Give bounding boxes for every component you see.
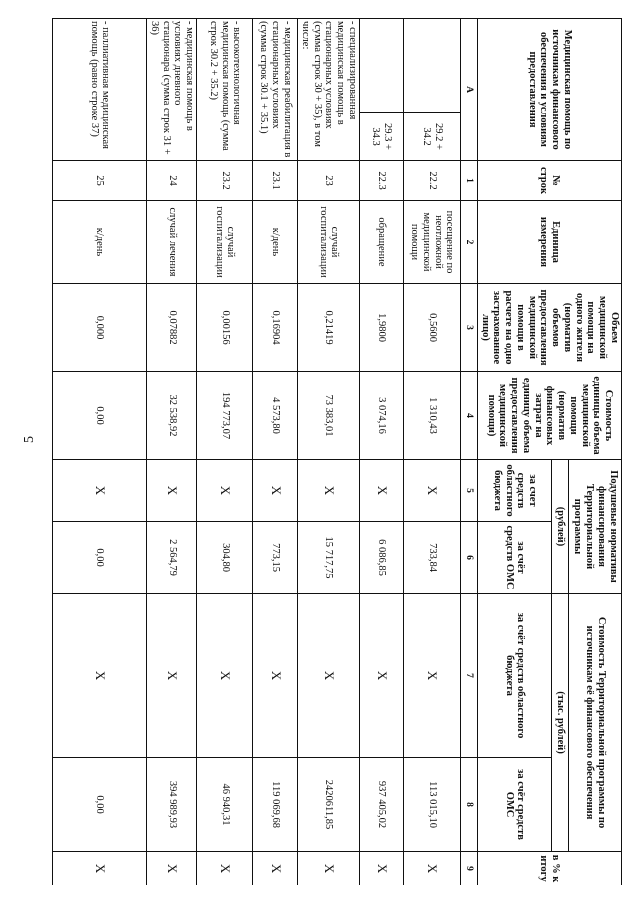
header-col-4: Стоимость единицы объема медицинской помощи (норматив финансовых затрат на единицу объема предоставления медицинской помощи) (478, 372, 622, 460)
row-unit: случай лечения (147, 201, 197, 284)
header-group-normatives: Подушевые нормативы финансирования Территориальной программы (569, 460, 622, 594)
column-index-row (461, 19, 478, 886)
row-col-5: Х (360, 460, 404, 522)
header-col-9: в % к итогу (478, 852, 622, 885)
index-cell: 6 (461, 522, 478, 594)
rotated-table-wrapper (52, 18, 622, 885)
index-cell: 9 (461, 852, 478, 885)
row-col-7: Х (360, 594, 404, 758)
table-row (298, 19, 360, 886)
row-col-8: 0,00 (53, 758, 147, 852)
page-number: 5 (22, 436, 37, 443)
row-sum-lines: 29.3 + 34.3 (360, 113, 404, 161)
row-col-5: Х (197, 460, 253, 522)
medical-care-table (52, 18, 622, 885)
index-cell: 2 (461, 201, 478, 284)
row-col-6: 15 717,75 (298, 522, 360, 594)
row-unit: случай госпитализации (298, 201, 360, 284)
row-unit: к/день (53, 201, 147, 284)
table-row (197, 19, 253, 886)
row-number: 24 (147, 161, 197, 201)
row-unit-cost: 73 383,01 (298, 372, 360, 460)
row-col-8: 119 069,68 (253, 758, 298, 852)
row-col-6: 304,80 (197, 522, 253, 594)
header-col-7: за счёт средств областного бюджета (478, 594, 552, 758)
header-group-cost: Стоимость Территориальной программы по источникам её финансового обеспечения (569, 594, 622, 852)
row-col-9: Х (253, 852, 298, 885)
row-col-5: Х (253, 460, 298, 522)
row-col-7: Х (147, 594, 197, 758)
row-col-8: 46 940,31 (197, 758, 253, 852)
row-unit-cost: 4 573,80 (253, 372, 298, 460)
row-number: 22.3 (360, 161, 404, 201)
header-col-8: за счёт средств ОМС (478, 758, 552, 852)
row-label: - специализированная медицинская помощь в стационарных условиях (сумма строк 30 + 35), в том числе: (298, 19, 360, 161)
header-col-5: за счет средств областного бюджета (478, 460, 552, 522)
index-cell: А (461, 19, 478, 161)
row-volume: 0,21419 (298, 284, 360, 372)
table-row (147, 19, 197, 886)
header-normatives-units: (рублей) (552, 460, 569, 594)
row-col-9: Х (197, 852, 253, 885)
table-row (253, 19, 298, 886)
row-col-7: Х (197, 594, 253, 758)
row-col-8: 113 015,10 (404, 758, 461, 852)
row-col-9: Х (404, 852, 461, 885)
row-col-9: Х (298, 852, 360, 885)
row-unit: случай госпитализации (197, 201, 253, 284)
row-col-7: Х (53, 594, 147, 758)
row-col-6: 2 564,79 (147, 522, 197, 594)
row-col-6: 733,84 (404, 522, 461, 594)
document-sheet (52, 18, 622, 885)
header-col-a: Медицинская помощь по источникам финансового обеспечения и условиям предоставления (478, 19, 622, 161)
row-label (404, 19, 461, 113)
row-volume: 0,07882 (147, 284, 197, 372)
row-volume: 0,00156 (197, 284, 253, 372)
row-col-9: Х (360, 852, 404, 885)
row-sum-lines: 29.2 + 34.2 (404, 113, 461, 161)
row-number: 25 (53, 161, 147, 201)
row-col-7: Х (404, 594, 461, 758)
row-label (360, 19, 404, 113)
row-volume: 0,5600 (404, 284, 461, 372)
row-col-6: 0,00 (53, 522, 147, 594)
index-cell: 1 (461, 161, 478, 201)
row-unit-cost: 1 310,43 (404, 372, 461, 460)
row-number: 23.1 (253, 161, 298, 201)
index-cell: 4 (461, 372, 478, 460)
row-unit-cost: 194 773,07 (197, 372, 253, 460)
header-col-1: № строк (478, 161, 622, 201)
table-row (360, 19, 404, 886)
row-unit-cost: 3 074,16 (360, 372, 404, 460)
row-number: 22.2 (404, 161, 461, 201)
row-col-7: Х (253, 594, 298, 758)
row-col-5: Х (147, 460, 197, 522)
row-col-8: 2420611,85 (298, 758, 360, 852)
row-number: 23.2 (197, 161, 253, 201)
row-col-5: Х (404, 460, 461, 522)
row-label: - высокотехнологичная медицинская помощь (сумма строк 30.2 + 35.2) (197, 19, 253, 161)
table-row (404, 19, 461, 886)
index-cell: 3 (461, 284, 478, 372)
row-unit-cost: 32 538,92 (147, 372, 197, 460)
row-unit-cost: 0,00 (53, 372, 147, 460)
index-cell: 8 (461, 758, 478, 852)
row-unit: обращение (360, 201, 404, 284)
row-col-6: 773,15 (253, 522, 298, 594)
row-label: - медицинская помощь в условиях дневного стационара (сумма строк 31 + 36) (147, 19, 197, 161)
row-volume: 0,16904 (253, 284, 298, 372)
header-col-3: Объем медицинской помощи на одного жителя (норматив объемов предоставления медицинской помощи в расчете на одно застрахованное лицо) (478, 284, 622, 372)
table-row (53, 19, 147, 886)
row-col-6: 6 086,85 (360, 522, 404, 594)
row-col-8: 937 405,02 (360, 758, 404, 852)
row-unit: к/день (253, 201, 298, 284)
header-cost-units: (тыс. рублей) (552, 594, 569, 852)
row-col-9: Х (147, 852, 197, 885)
row-number: 23 (298, 161, 360, 201)
row-col-5: Х (53, 460, 147, 522)
row-col-7: Х (298, 594, 360, 758)
header-col-6: за счёт средств ОМС (478, 522, 552, 594)
row-label: - медицинская реабилитация в стационарных условиях (сумма строк 30.1 + 35.1) (253, 19, 298, 161)
row-volume: 1,9800 (360, 284, 404, 372)
row-volume: 0,000 (53, 284, 147, 372)
row-col-5: Х (298, 460, 360, 522)
index-cell: 5 (461, 460, 478, 522)
row-unit: посещение по неотложной медицинской помощи (404, 201, 461, 284)
row-col-9: Х (53, 852, 147, 885)
header-col-2: Единица измерения (478, 201, 622, 284)
index-cell: 7 (461, 594, 478, 758)
row-label: - паллиативная медицинская помощь (равно строке 37) (53, 19, 147, 161)
row-col-8: 394 989,93 (147, 758, 197, 852)
